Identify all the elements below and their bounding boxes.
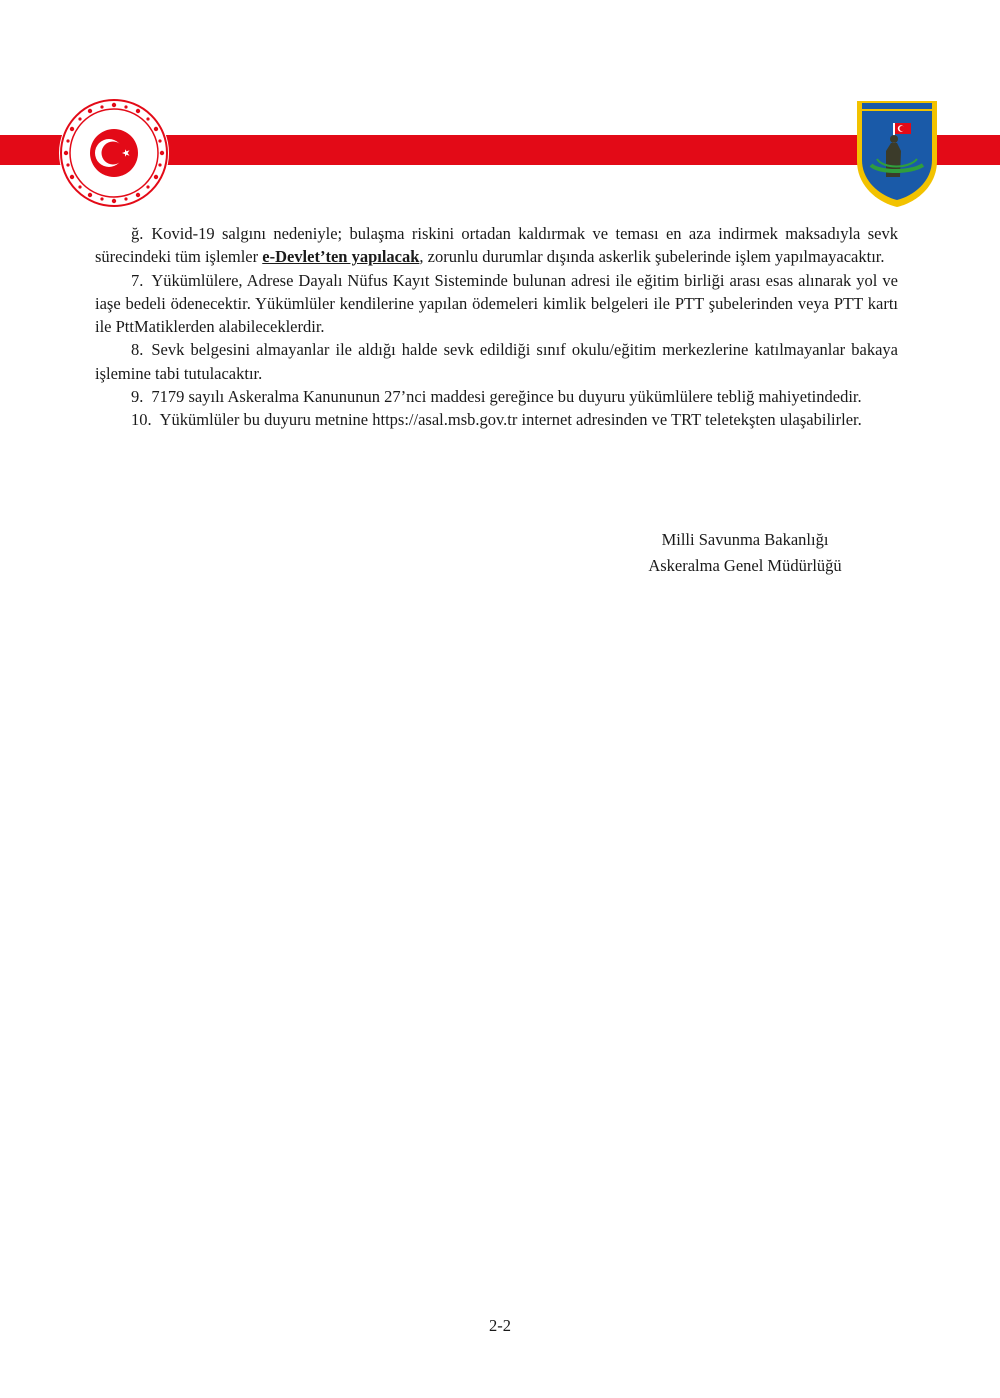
paragraph-7 <box>95 269 898 339</box>
paragraph-marker: 9. <box>131 387 144 407</box>
paragraph-10 <box>95 408 898 431</box>
page-number: 2-2 <box>489 1316 511 1335</box>
paragraph-marker: 8. <box>131 340 144 360</box>
paragraph-marker: ğ. <box>131 224 144 243</box>
paragraph-g <box>95 222 898 269</box>
paragraph-marker: 7. <box>131 270 144 290</box>
edevlet-emphasis: e-Devlet’ten yapılacak <box>262 247 420 267</box>
signature-line-ministry: Milli Savunma Bakanlığı <box>661 530 829 549</box>
signature-line-directorate: Askeralma Genel Müdürlüğü <box>648 556 842 575</box>
paragraph-text: Yükümlülere, Adrese Dayalı Nüfus Kayıt Sisteminde bulunan adresi ile eğitim birliği arası esas alınarak yol ve iaşe bedeli ödenecektir. Yükümlüler kendilerine yapılan ödemeleri kimlik belgeleri ile PTT şubelerinden veya PTT kartı ile PttMatiklerden alabileceklerdir. <box>95 270 898 337</box>
paragraph-9 <box>95 385 898 408</box>
document-body <box>95 222 898 432</box>
ministry-emblem-icon <box>58 97 170 209</box>
paragraph-text: 7179 sayılı Askeralma Kanununun 27’nci maddesi gereğince bu duyuru yükümlülere tebliğ mahiyetindedir. <box>151 387 862 407</box>
paragraph-text: Sevk belgesini almayanlar ile aldığı halde sevk edildiği sınıf okulu/eğitim merkezlerine katılmayanlar bakaya işlemine tabi tutulacaktır. <box>95 340 898 383</box>
paragraph-text: , zorunlu durumlar dışında askerlik şubelerinde işlem yapılmayacaktır. <box>419 247 885 267</box>
askeralma-emblem-icon <box>853 99 941 209</box>
paragraph-text: Kovid-19 salgını nedeniyle; bulaşma riskini ortadan kaldırmak ve teması en aza indirmek maksadıyla sevk sürecindeki tüm işlemler <box>95 224 898 267</box>
signature-block <box>600 527 890 579</box>
paragraph-marker: 10. <box>131 410 152 430</box>
paragraph-8 <box>95 338 898 385</box>
paragraph-text: Yükümlüler bu duyuru metnine https://asal.msb.gov.tr internet adresinden ve TRT teletekşten ulaşabilirler. <box>159 410 862 430</box>
